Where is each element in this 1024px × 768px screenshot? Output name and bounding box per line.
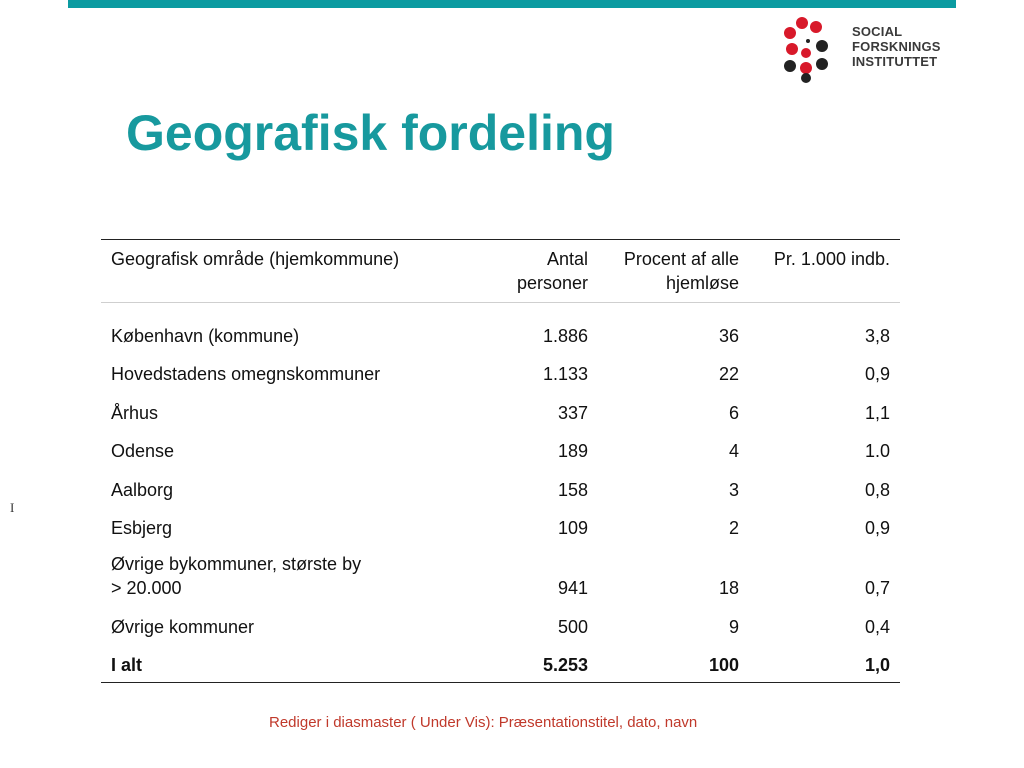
cell-per1000: 0,4 <box>864 617 890 638</box>
cell-per1000: 1.0 <box>864 441 890 462</box>
header-pct-line2: hjemløse <box>665 273 739 293</box>
cell-count: 337 <box>557 402 588 423</box>
cell-area: Øvrige kommuner <box>111 617 255 638</box>
text-cursor-mark: I <box>10 500 15 515</box>
cell-pct: 22 <box>718 364 739 385</box>
cell-total-area: I alt <box>111 655 143 676</box>
header-per1000: Pr. 1.000 indb. <box>773 249 890 269</box>
logo-text <box>852 24 941 69</box>
logo-dots-icon <box>780 16 836 84</box>
cell-per1000: 3,8 <box>864 325 890 346</box>
cell-count: 189 <box>557 441 588 462</box>
header-pct <box>598 240 749 303</box>
table-row <box>101 468 900 507</box>
cell-total-count: 5.253 <box>542 655 588 676</box>
cell-pct: 18 <box>718 578 739 599</box>
cell-count: 500 <box>557 617 588 638</box>
logo-line-2: FORSKNINGS <box>852 39 941 54</box>
logo-line-3: INSTITUTTET <box>852 54 938 69</box>
table-row <box>101 605 900 644</box>
cell-per1000: 1,1 <box>864 402 890 423</box>
header-pct-line1: Procent af alle <box>623 249 739 269</box>
header-area: Geografisk område (hjemkommune) <box>111 249 400 269</box>
cell-pct: 4 <box>728 441 739 462</box>
cell-pct: 6 <box>728 402 739 423</box>
cell-count: 158 <box>557 479 588 500</box>
table-row <box>101 353 900 392</box>
table-row <box>101 507 900 546</box>
table-header-row <box>101 240 900 303</box>
cell-per1000: 0,9 <box>864 518 890 539</box>
cell-area: Aalborg <box>111 479 174 500</box>
cell-total-per1000: 1,0 <box>864 655 890 676</box>
header-count <box>491 240 598 303</box>
footer-text: Rediger i diasmaster ( Under Vis): Præsentationstitel, dato, navn <box>269 714 698 731</box>
logo-line-1: SOCIAL <box>852 24 903 39</box>
table-row <box>101 303 900 353</box>
header-count-line1: Antal <box>546 249 588 269</box>
cell-area: Århus <box>111 402 159 423</box>
slide-title: Geografisk fordeling <box>126 105 615 161</box>
cell-pct: 2 <box>728 518 739 539</box>
cell-count: 109 <box>557 518 588 539</box>
cell-area-line1: Øvrige bykommuner, største by <box>111 554 362 575</box>
cell-area: Esbjerg <box>111 518 173 539</box>
cell-per1000: 0,7 <box>864 578 890 599</box>
cell-area: Odense <box>111 441 175 462</box>
table-row <box>101 391 900 430</box>
table-row <box>101 430 900 469</box>
cell-count: 1.133 <box>542 364 588 385</box>
data-table <box>101 239 900 683</box>
cell-count: 1.886 <box>542 325 588 346</box>
cell-count: 941 <box>557 578 588 599</box>
cell-total-pct: 100 <box>708 655 739 676</box>
table-total-row <box>101 644 900 683</box>
logo <box>780 16 960 86</box>
cell-area: Hovedstadens omegnskommuner <box>111 364 381 385</box>
cell-area: København (kommune) <box>111 325 300 346</box>
cell-per1000: 0,9 <box>864 364 890 385</box>
top-accent-bar <box>68 0 956 8</box>
cell-area-line2: > 20.000 <box>111 578 182 599</box>
table-row <box>101 545 900 605</box>
cell-per1000: 0,8 <box>864 479 890 500</box>
header-count-line2: personer <box>516 273 588 293</box>
cell-pct: 9 <box>728 617 739 638</box>
cell-pct: 36 <box>718 325 739 346</box>
cell-area <box>101 545 491 605</box>
cell-pct: 3 <box>728 479 739 500</box>
